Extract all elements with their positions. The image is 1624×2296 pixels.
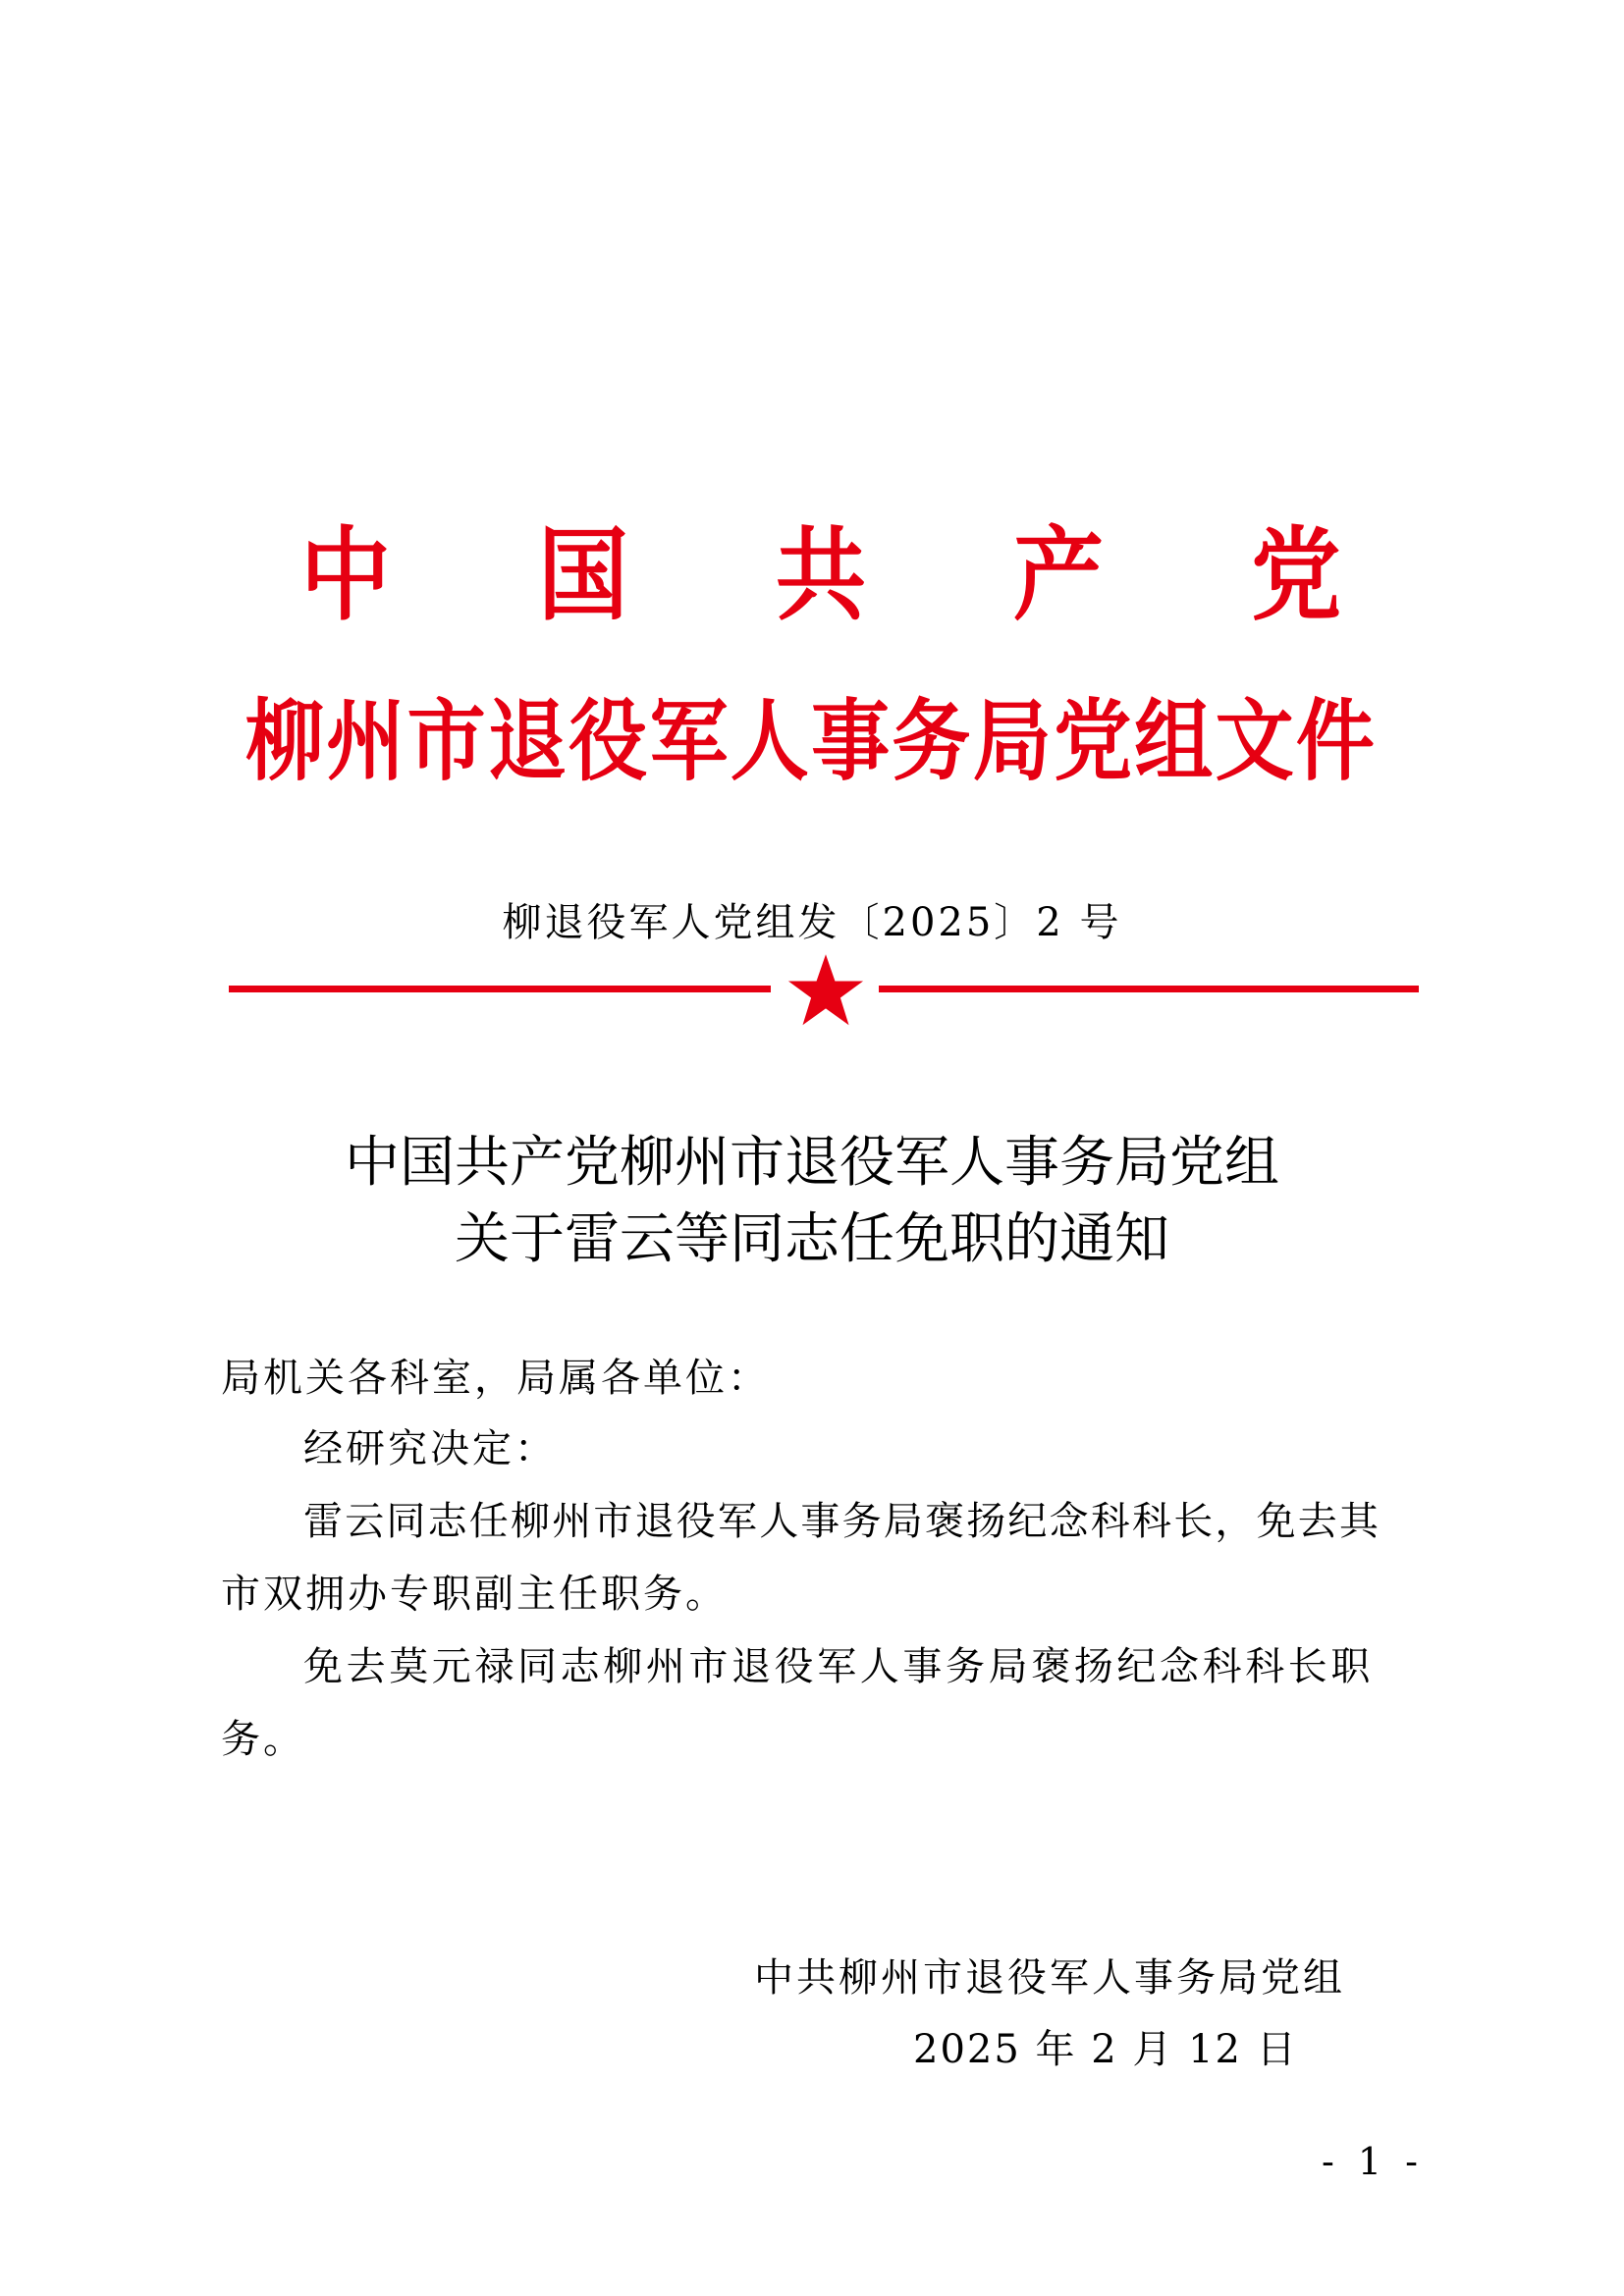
notice-title-line-2: 关于雷云等同志任免职的通知 (455, 1207, 1169, 1271)
masthead-char: 市 (406, 690, 486, 793)
masthead-char: 件 (1295, 690, 1375, 793)
masthead-char: 中 (299, 516, 392, 635)
masthead-char: 党 (1054, 690, 1132, 793)
masthead-char: 柳 (245, 690, 324, 793)
masthead-char: 人 (730, 690, 809, 793)
notice-title-line-1: 中国共产党柳州市退役军人事务局党组 (345, 1131, 1279, 1195)
masthead-char: 共 (775, 516, 867, 635)
document-number: 柳退役军人党组发〔2025〕2 号 (502, 900, 1122, 945)
red-rule-left (229, 986, 771, 992)
star-icon (786, 951, 865, 1030)
paragraph-2-line-1: 免去莫元禄同志柳州市退役军人事务局褒扬纪念科科长职 (303, 1644, 1374, 1689)
paragraph-2-line-2: 务。 (221, 1717, 305, 1762)
masthead-char: 州 (326, 690, 406, 793)
masthead-char: 局 (972, 690, 1052, 793)
decision-intro: 经研究决定： (303, 1426, 557, 1471)
page-number: - 1 - (1322, 2140, 1425, 2183)
masthead-char: 国 (537, 516, 629, 635)
masthead-line-2 (0, 677, 1624, 793)
masthead-char: 退 (487, 690, 567, 793)
masthead-char: 组 (1134, 690, 1214, 793)
masthead-char: 文 (1215, 690, 1294, 793)
masthead-char: 事 (811, 690, 891, 793)
signer-organization: 中共柳州市退役军人事务局党组 (754, 1955, 1345, 2001)
signature-date: 2025 年 2 月 12 日 (913, 2027, 1298, 2072)
red-rule-right (879, 986, 1419, 992)
masthead-char: 党 (1250, 516, 1342, 635)
addressee: 局机关各科室，局属各单位： (221, 1356, 770, 1401)
masthead-char: 产 (1012, 516, 1105, 635)
masthead-char: 役 (568, 690, 648, 793)
paragraph-1-line-2: 市双拥办专职副主任职务。 (221, 1572, 728, 1617)
masthead-char: 务 (892, 690, 971, 793)
masthead-line-1 (0, 503, 1624, 635)
paragraph-1-line-1: 雷云同志任柳州市退役军人事务局褒扬纪念科科长，免去其 (303, 1499, 1381, 1544)
masthead-char: 军 (649, 690, 729, 793)
